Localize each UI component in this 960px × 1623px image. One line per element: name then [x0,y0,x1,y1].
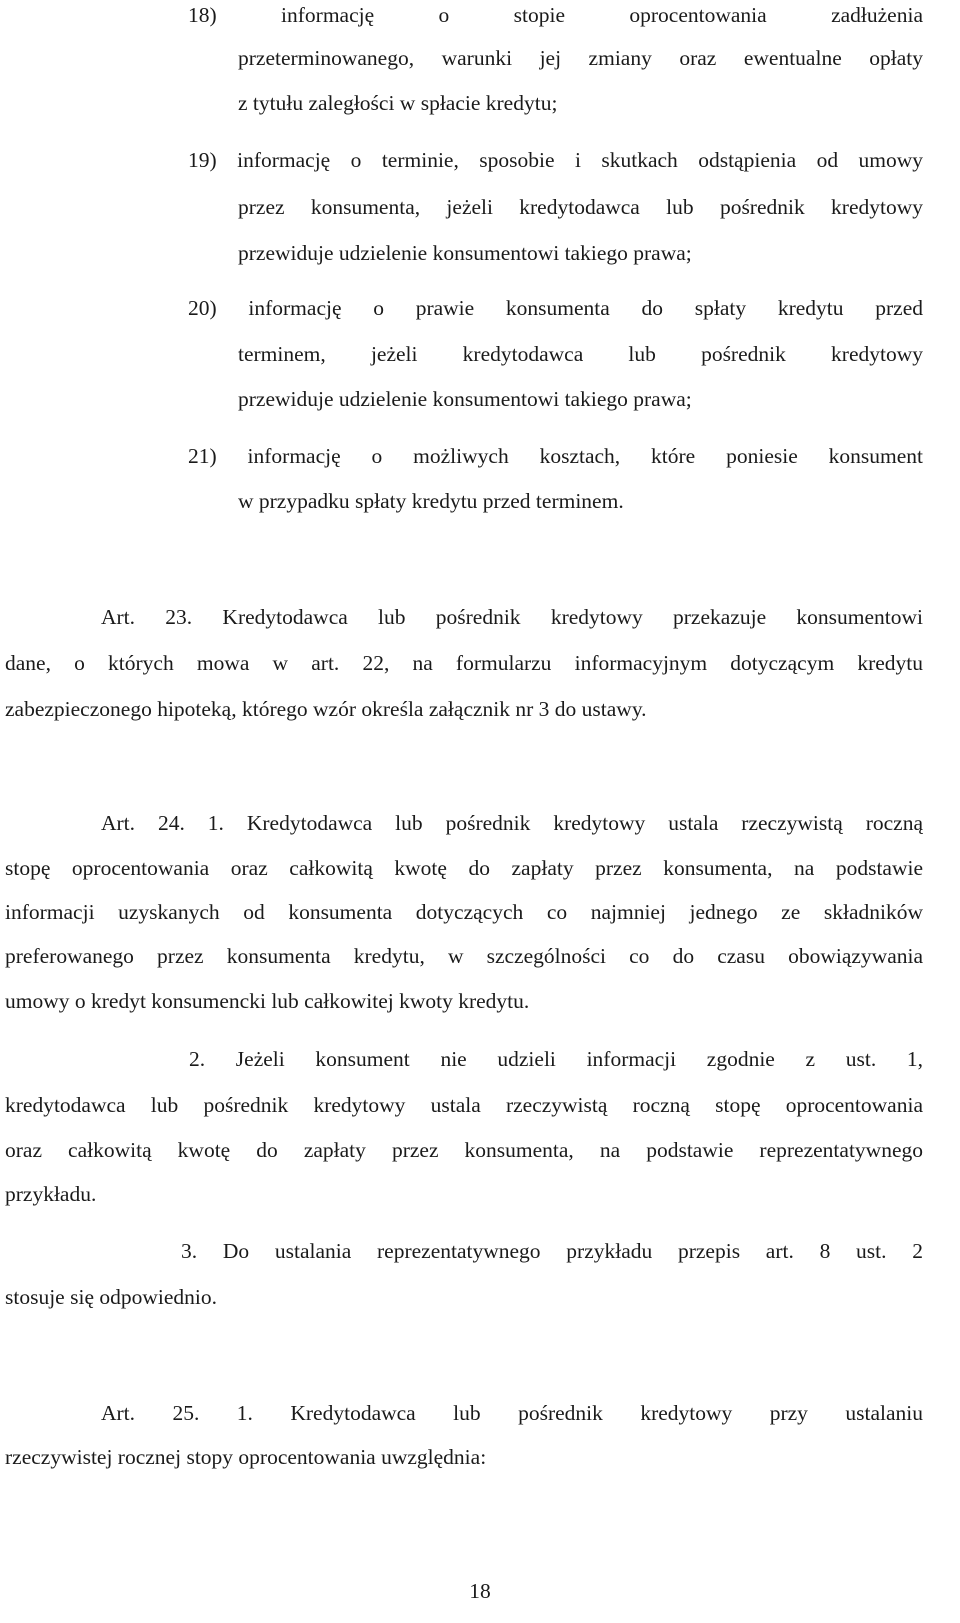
item-19-line-2: przez konsumenta, jeżeli kredytodawca lub pośrednik kredytowy [238,195,923,219]
item-18-line-2: przeterminowanego, warunki jej zmiany oraz ewentualne opłaty [238,46,923,70]
art-24-ust-2-line-2: kredytodawca lub pośrednik kredytowy ustala rzeczywistą roczną stopę oprocentowania [5,1093,923,1117]
art-24-ust-3-line-2: stosuje się odpowiednio. [5,1285,217,1309]
art-24-line-4: preferowanego przez konsumenta kredytu, w szczególności co do czasu obowiązywania [5,944,923,968]
art-24-ust-2-line-3: oraz całkowitą kwotę do zapłaty przez konsumenta, na podstawie reprezentatywnego [5,1138,923,1162]
art-25-line-2: rzeczywistej rocznej stopy oprocentowania uwzględnia: [5,1445,487,1469]
item-18-line-3: z tytułu zaległości w spłacie kredytu; [238,91,558,115]
art-24-line-1: Art. 24. 1. Kredytodawca lub pośrednik kredytowy ustala rzeczywistą roczną [101,811,923,835]
art-23-line-2: dane, o których mowa w art. 22, na formularzu informacyjnym dotyczącym kredytu [5,651,923,675]
art-24-line-2: stopę oprocentowania oraz całkowitą kwotę do zapłaty przez konsumenta, na podstawie [5,856,923,880]
item-21-line-1: 21) informację o możliwych kosztach, które poniesie konsument [188,444,923,468]
item-20-line-1: 20) informację o prawie konsumenta do spłaty kredytu przed [188,296,923,320]
page-number: 18 [469,1579,491,1603]
art-24-line-5: umowy o kredyt konsumencki lub całkowitej kwoty kredytu. [5,989,530,1013]
item-21-line-2: w przypadku spłaty kredytu przed terminem. [238,489,624,513]
art-23-line-3: zabezpieczonego hipoteką, którego wzór określa załącznik nr 3 do ustawy. [5,697,647,721]
art-23-line-1: Art. 23. Kredytodawca lub pośrednik kredytowy przekazuje konsumentowi [101,605,923,629]
item-20-line-3: przewiduje udzielenie konsumentowi takiego prawa; [238,387,692,411]
art-25-line-1: Art. 25. 1. Kredytodawca lub pośrednik kredytowy przy ustalaniu [101,1401,923,1425]
art-24-ust-2-line-4: przykładu. [5,1182,97,1206]
item-19-line-1: 19) informację o terminie, sposobie i skutkach odstąpienia od umowy [188,148,923,172]
item-20-line-2: terminem, jeżeli kredytodawca lub pośrednik kredytowy [238,342,923,366]
art-24-line-3: informacji uzyskanych od konsumenta dotyczących co najmniej jednego ze składników [5,900,923,924]
item-18-line-1: 18) informację o stopie oprocentowania zadłużenia [188,3,923,27]
art-24-ust-3-line-1: 3. Do ustalania reprezentatywnego przykładu przepis art. 8 ust. 2 [181,1239,923,1263]
item-19-line-3: przewiduje udzielenie konsumentowi takiego prawa; [238,241,692,265]
art-24-ust-2-line-1: 2. Jeżeli konsument nie udzieli informacji zgodnie z ust. 1, [189,1047,923,1071]
